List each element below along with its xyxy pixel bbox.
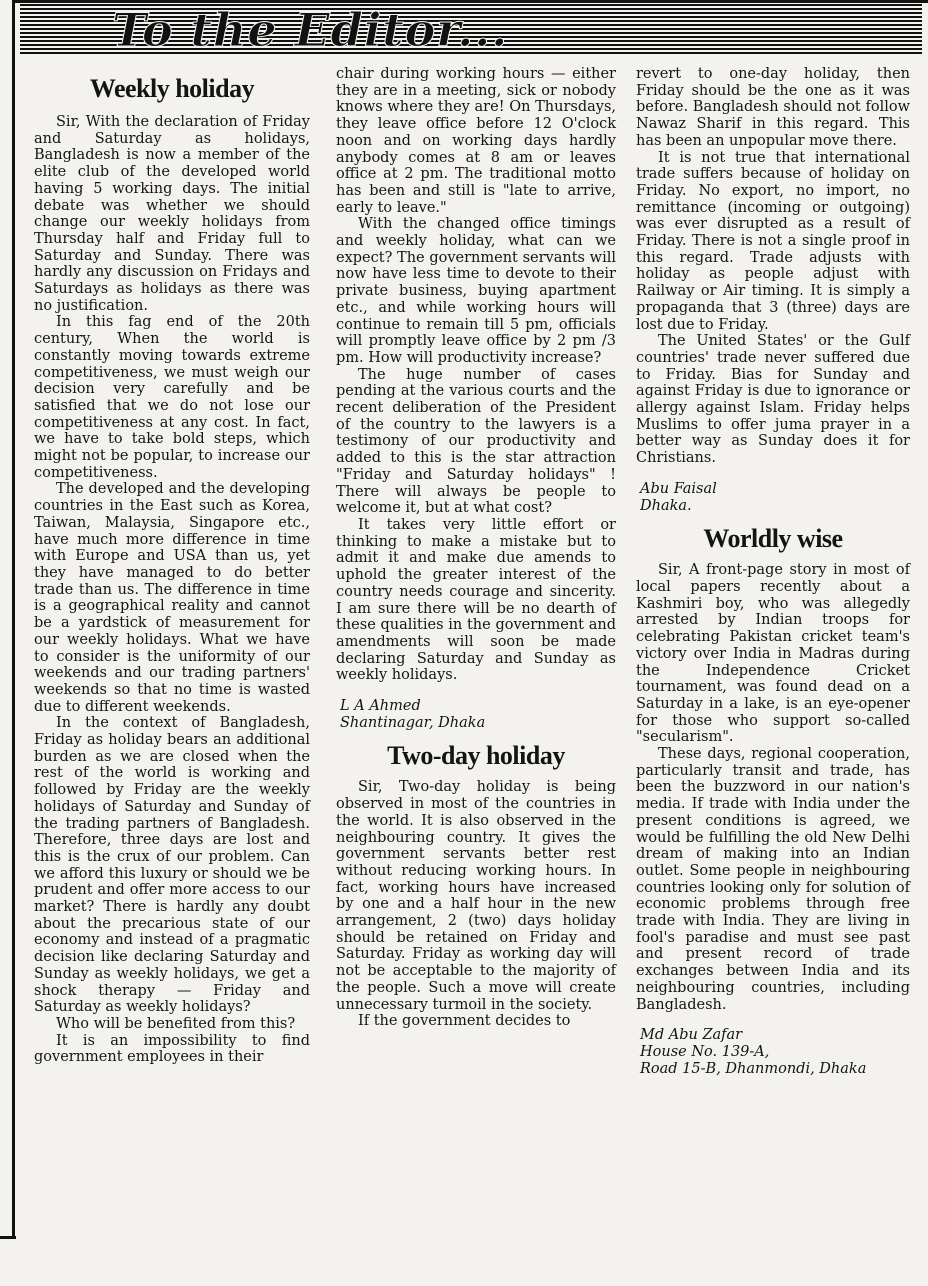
letter-paragraph: Sir, With the declaration of Friday and Saturday as holidays, Bangladesh is now a member of the elite club of the developed world having 5 working days. The initial debate was whether we should change our weekly holidays from Thursday half and Friday full to Saturday and Sunday. There was hardly any discussion on Fridays and Saturdays as holidays as there was no justification. xyxy=(34,114,310,314)
letter-heading-worldly-wise: Worldly wise xyxy=(703,524,843,554)
frame-rule-left xyxy=(12,0,15,1238)
letter-paragraph: Sir, Two-day holiday is being observed in most of the countries in the world. It is also observed in the neighbouring country. It gives the government servants better rest without reducing working hours. In fact, working hours have increased by one and a half hour in the new arrangement, 2 (two) days holiday should be retained on Friday and Saturday. Friday as working day will not be acceptable to the majority of the people. Such a move will create unnecessary turmoil in the society. xyxy=(336,779,616,1013)
signature-name: Abu Faisal xyxy=(640,480,717,497)
signature-address: Dhaka. xyxy=(640,497,692,514)
letter-signature xyxy=(636,1027,910,1077)
signature-address: Shantinagar, Dhaka xyxy=(340,714,486,731)
column-2 xyxy=(336,66,616,1030)
letter-paragraph: In the context of Bangladesh, Friday as holiday bears an additional burden as we are closed when the rest of the world is working and followed by Friday are the weekly holidays of Saturday and Sunday of the trading partners of Bangladesh. Therefore, three days are lost and this is the crux of our problem. Can we afford this luxury or should we be prudent and offer more access to our market? There is hardly any doubt about the precarious state of our economy and instead of a pragmatic decision like declaring Saturday and Sunday as weekly holidays, we get a shock therapy — Friday and Saturday as weekly holidays? xyxy=(34,715,310,1016)
letter-paragraph: The developed and the developing countries in the East such as Korea, Taiwan, Malaysia, Singapore etc., have much more difference in time with Europe and USA than us, yet they have managed to do better trade than us. The difference in time is a geographical reality and cannot be a yardstick of measurement for our weekly holidays. What we have to consider is the uniformity of our weekends and our trading partners' weekends so that no time is wasted due to different weekends. xyxy=(34,481,310,715)
letter-paragraph: With the changed office timings and weekly holiday, what can we expect? The government servants will now have less time to devote to their private business, buying apartment etc., and while working hours will continue to remain till 5 pm, officials will promptly leave office by 2 pm /3 pm. How will productivity increase? xyxy=(336,216,616,366)
letter-paragraph: If the government decides to xyxy=(358,1013,571,1030)
letter-paragraph: revert to one-day holiday, then Friday should be the one as it was before. Bangladesh should not follow Nawaz Sharif in this regard. This has been an unpopular move there. xyxy=(636,66,910,149)
column-1 xyxy=(34,62,310,1066)
letter-paragraph: It takes very little effort or thinking to make a mistake but to admit it and make due amends to uphold the greater interest of the country needs courage and sincerity. I am sure there will be no dearth of these qualities in the government and amendments will soon be made declaring Saturday and Sunday as weekly holidays. xyxy=(336,516,616,684)
section-banner xyxy=(20,4,922,56)
column-3 xyxy=(636,66,910,1085)
letter-signature xyxy=(636,481,910,514)
letter-paragraph: The United States' or the Gulf countries' trade never suffered due to Friday. Bias for Sunday and against Friday is due to ignorance or allergy against Islam. Friday helps Muslims to offer juma prayer in a better way as Sunday does it for Christians. xyxy=(636,333,910,467)
letter-paragraph: Who will be benefited from this? xyxy=(56,1015,296,1032)
signature-name: L A Ahmed xyxy=(340,698,421,715)
letter-heading-weekly-holiday: Weekly holiday xyxy=(89,74,255,103)
signature-address: Road 15-B, Dhanmondi, Dhaka xyxy=(640,1060,867,1077)
frame-rule-top xyxy=(12,0,928,3)
letter-paragraph: It is an impossibility to find government employees in their xyxy=(34,1032,310,1066)
letter-paragraph: Sir, A front-page story in most of local papers recently about a Kashmiri boy, who was allegedly arrested by Indian troops for celebrating Pakistan cricket team's victory over India in Madras during the Independence Cricket tournament, was found dead on a Saturday in a lake, is an eye-opener for those who support so-called "secularism". xyxy=(636,562,910,746)
letter-paragraph: These days, regional cooperation, particularly transit and trade, has been the buzzword in our nation's media. If trade with India under the present conditions is agreed, we would be fulfilling the old New Delhi dream of making into an Indian outlet. Some people in neighbouring countries looking only for solution of economic problems through free trade with India. They are living in fool's paradise and must see past and present record of trade exchanges between India and its neighbouring countries, including Bangladesh. xyxy=(636,746,910,1013)
frame-rule-bottom xyxy=(0,1236,16,1239)
signature-address: House No. 139-A, xyxy=(640,1043,770,1060)
letter-paragraph: The huge number of cases pending at the various courts and the recent deliberation of the President of the country to the lawyers is a testimony of our productivity and added to this is the star attraction "Friday and Saturday holidays" ! There will always be people to welcome it, but at what cost? xyxy=(336,366,616,517)
letter-paragraph: chair during working hours — either they are in a meeting, sick or nobody knows where they are! On Thursdays, they leave office before 12 O'clock noon and on working days hardly anybody comes at 8 am or leaves office at 2 pm. The traditional motto has been and still is "late to arrive, early to leave." xyxy=(336,66,616,216)
letter-heading-two-day-holiday: Two-day holiday xyxy=(387,741,565,771)
section-title: To the Editor... xyxy=(112,4,509,56)
letter-signature xyxy=(336,698,616,731)
letter-paragraph: In this fag end of the 20th century, When the world is constantly moving towards extreme competitiveness, we must weigh our decision very carefully and be satisfied that we do not lose our competitiveness at any cost. In fact, we have to take bold steps, which might not be popular, to increase our competitiveness. xyxy=(34,314,310,481)
letter-paragraph: It is not true that international trade suffers because of holiday on Friday. No export, no import, no remittance (incoming or outgoing) was ever disrupted as a result of Friday. There is not a single proof in this regard. Trade adjusts with holiday as people adjust with Railway or Air timing. It is simply a propaganda that 3 (three) days are lost due to Friday. xyxy=(636,149,910,333)
signature-name: Md Abu Zafar xyxy=(640,1027,743,1044)
